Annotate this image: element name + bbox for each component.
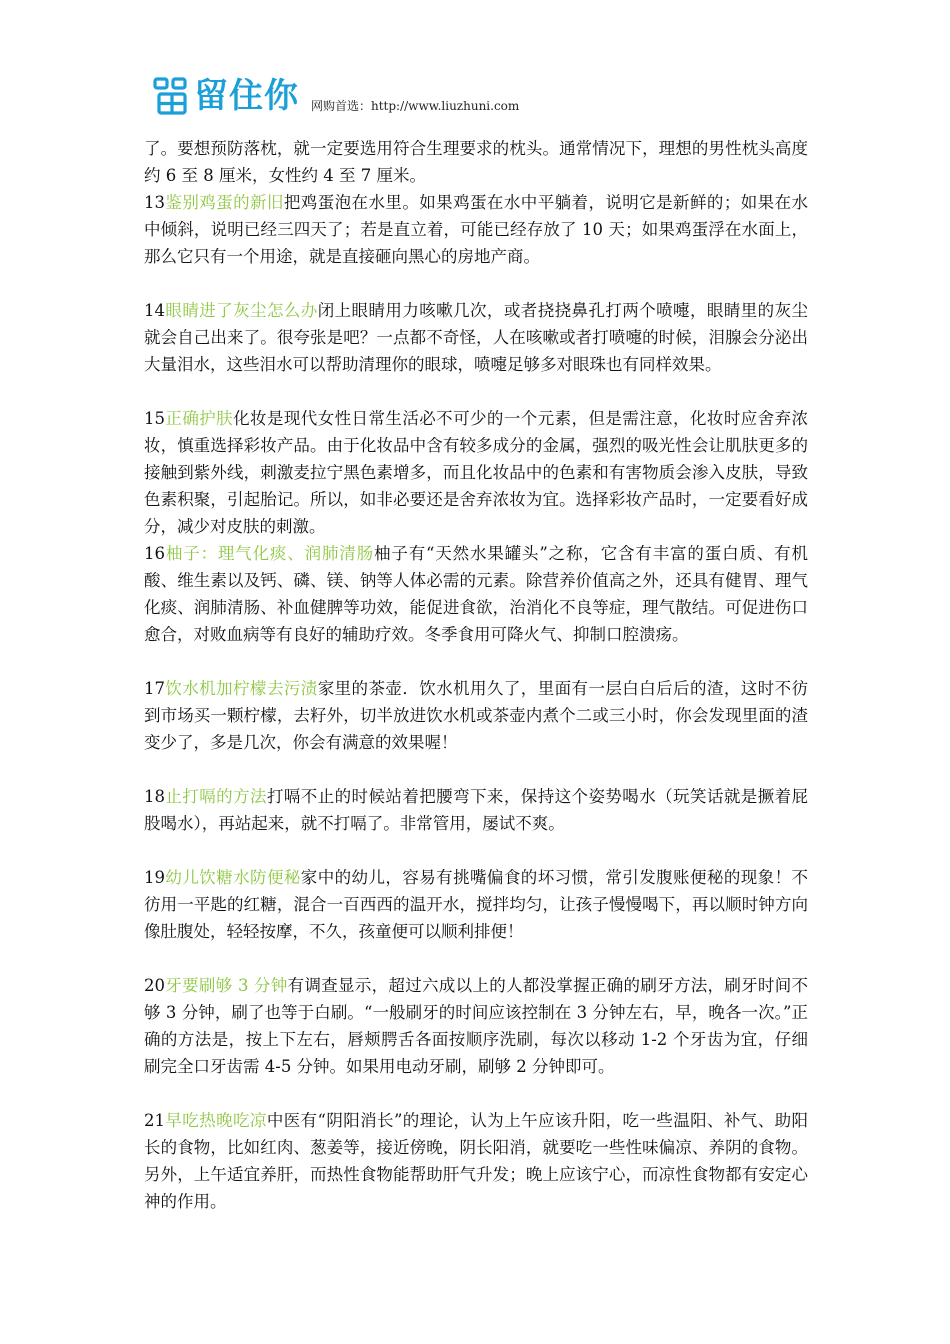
article-body xyxy=(144,135,808,1215)
tip-text: 打嗝不止的时候站着把腰弯下来，保持这个姿势喝水（玩笑话就是撅着屁股喝水），再站起来，就不打嗝了。非常管用，屡试不爽。 xyxy=(144,787,809,833)
tip-number: 20 xyxy=(144,976,165,995)
tip-paragraph xyxy=(144,1107,808,1215)
tip-paragraph xyxy=(144,189,808,270)
tip-number: 21 xyxy=(144,1111,165,1130)
tip-text: 家中的幼儿，容易有挑嘴偏食的坏习惯，常引发腹账便秘的现象！不彷用一平匙的红糖，混合一百西西的温开水，搅拌均匀，让孩子慢慢喝下，再以顺时钟方向像肚腹处，轻轻按摩，不久，孩童便可以顺利排便！ xyxy=(144,868,809,941)
tip-text: 有调查显示，超过六成以上的人都没掌握正确的刷牙方法，刷牙时间不够 3 分钟，刷了也等于白刷。“一般刷牙的时间应该控制在 3 分钟左右，早，晚各一次。”正确的方法是，按上下左右，唇颊腭舌各面按顺序洗刷，每次以移动 1-2 个牙齿为宜，仔细刷完全口牙齿需 4-5 分钟。如果用电动牙刷，刷够 2 分钟即可。 xyxy=(144,976,809,1076)
tip-title: 饮水机加柠檬去污渍 xyxy=(165,679,318,698)
tip-text: 化妆是现代女性日常生活必不可少的一个元素，但是需注意，化妆时应舍弃浓妆，慎重选择彩妆产品。由于化妆品中含有较多成分的金属，强烈的吸光性会让肌肤更多的接触到紫外线，刺激麦拉宁黑色素增多，而且化妆品中的色素和有害物质会渗入皮肤，导致色素积聚，引起胎记。所以，如非必要还是舍弃浓妆为宜。选择彩妆产品时，一定要看好成分，减少对皮肤的刺激。 xyxy=(144,409,809,536)
tip-text: 闭上眼睛用力咳嗽几次，或者挠挠鼻孔打两个喷嚏，眼睛里的灰尘就会自己出来了。很夸张是吧？一点都不奇怪，人在咳嗽或者打喷嚏的时候，泪腺会分泌出大量泪水，这些泪水可以帮助清理你的眼球，喷嚏足够多对眼珠也有同样效果。 xyxy=(144,301,809,374)
tip-title: 幼儿饮糖水防便秘 xyxy=(165,868,301,887)
tip-title: 鉴别鸡蛋的新旧 xyxy=(165,193,284,212)
tip-number: 15 xyxy=(144,409,165,428)
tip-title: 牙要刷够 3 分钟 xyxy=(165,976,288,995)
logo-icon xyxy=(152,76,190,116)
tip-paragraph xyxy=(144,405,808,540)
tip-paragraph xyxy=(144,864,808,945)
tip-paragraph xyxy=(144,540,808,648)
tip-number: 16 xyxy=(144,544,165,563)
header-tagline: 网购首选：http://www.liuzhuni.com xyxy=(311,99,520,113)
tip-text: 了。要想预防落枕，就一定要选用符合生理要求的枕头。通常情况下，理想的男性枕头高度约 6 至 8 厘米，女性约 4 至 7 厘米。 xyxy=(144,139,808,185)
tip-title: 眼睛进了灰尘怎么办 xyxy=(165,301,318,320)
tip-text: 家里的茶壶．饮水机用久了，里面有一层白白后后的渣，这时不彷到市场买一颗柠檬，去籽外，切半放进饮水机或茶壶内煮个二或三小时，你会发现里面的渣变少了，多是几次，你会有满意的效果喔！ xyxy=(144,679,809,752)
tip-title: 止打嗝的方法 xyxy=(165,787,267,806)
tip-number: 17 xyxy=(144,679,165,698)
tip-text: 中医有“阴阳消长”的理论，认为上午应该升阳，吃一些温阳、补气、助阳长的食物，比如红肉、葱姜等，接近傍晚，阴长阳消，就要吃一些性味偏凉、养阴的食物。另外，上午适宜养肝，而热性食物能帮助肝气升发；晚上应该宁心，而凉性食物都有安定心神的作用。 xyxy=(144,1111,809,1211)
tip-number: 14 xyxy=(144,301,165,320)
tip-paragraph xyxy=(144,675,808,756)
tip-number: 18 xyxy=(144,787,165,806)
tip-paragraph xyxy=(144,135,808,189)
tip-paragraph xyxy=(144,972,808,1080)
tip-title: 柚子：理气化痰、润肺清肠 xyxy=(165,544,374,563)
logo-text: 留住你 xyxy=(194,76,299,116)
tip-paragraph xyxy=(144,783,808,837)
tip-title: 正确护肤 xyxy=(165,409,234,428)
page-header xyxy=(152,66,519,116)
tip-text: 把鸡蛋泡在水里。如果鸡蛋在水中平躺着，说明它是新鲜的；如果在水中倾斜，说明已经三四天了；若是直立着，可能已经存放了 10 天；如果鸡蛋浮在水面上，那么它只有一个用途，就是直接砸向黑心的房地产商。 xyxy=(144,193,809,266)
tip-text: 柚子有“天然水果罐头”之称，它含有丰富的蛋白质、有机酸、维生素以及钙、磷、镁、钠等人体必需的元素。除营养价值高之外，还具有健胃、理气化痰、润肺清肠、补血健脾等功效，能促进食欲，治消化不良等症，理气散结。可促进伤口愈合，对败血病等有良好的辅助疗效。冬季食用可降火气、抑制口腔溃疡。 xyxy=(144,544,809,644)
tip-title: 早吃热晚吃凉 xyxy=(165,1111,267,1130)
tip-number: 13 xyxy=(144,193,165,212)
tip-number: 19 xyxy=(144,868,165,887)
tip-paragraph xyxy=(144,297,808,378)
logo xyxy=(152,76,299,116)
